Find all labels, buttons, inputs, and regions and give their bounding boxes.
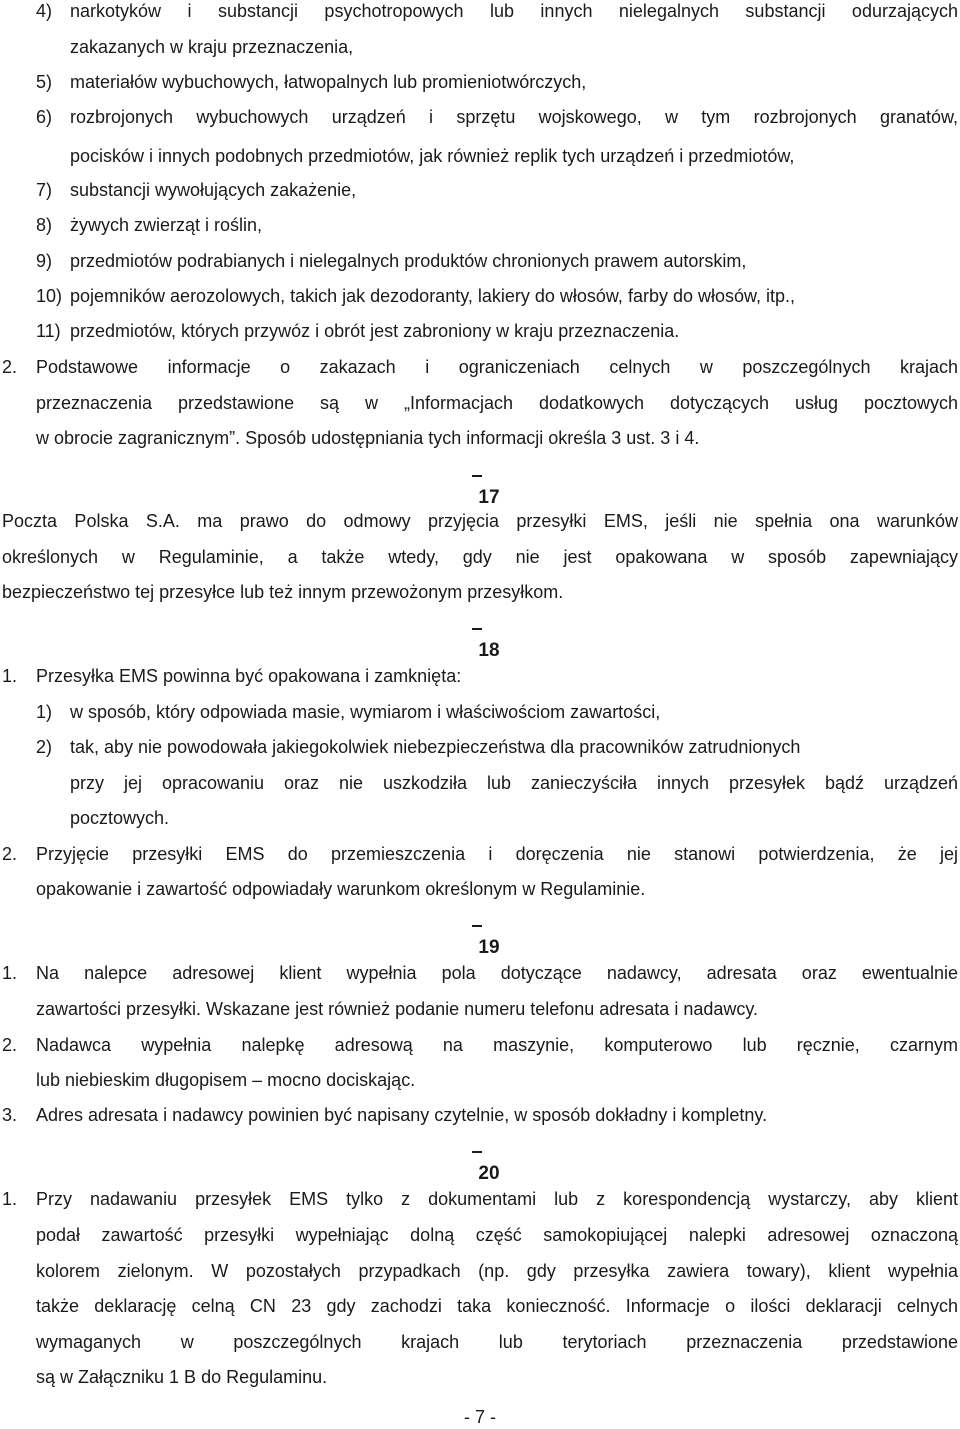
list-number: 10): [36, 286, 63, 306]
paragraph-text: Przyjęcie przesyłki EMS do przemieszczenia i doręczenia nie stanowi potwierdzenia, że jej: [36, 844, 958, 864]
paragraph-text: zawartości przesyłki. Wskazane jest również podanie numeru telefonu adresata i nadawcy.: [36, 999, 759, 1019]
paragraph-number: 1.: [2, 1189, 18, 1209]
paragraph-text: Przy nadawaniu przesyłek EMS tylko z dokumentami lub z korespondencją wystarczy, aby klient: [36, 1189, 958, 1209]
paragraph-text: Nadawca wypełnia nalepkę adresową na maszynie, komputerowo lub ręcznie, czarnym: [36, 1035, 958, 1055]
paragraph-text: określonych w Regulaminie, a także wtedy, gdy nie jest opakowana w sposób zapewniający: [2, 547, 958, 567]
list-item-text: przedmiotów podrabianych i nielegalnych produktów chronionych prawem autorskim,: [70, 251, 747, 271]
paragraph-number: 3.: [2, 1105, 18, 1125]
page-number: - 7 -: [463, 1407, 496, 1427]
list-number: 7): [36, 180, 53, 200]
paragraph-text: Poczta Polska S.A. ma prawo do odmowy przyjęcia przesyłki EMS, jeśli nie spełnia ona warunków: [2, 511, 958, 531]
paragraph-text: opakowanie i zawartość odpowiadały warunkom określonym w Regulaminie.: [36, 879, 646, 899]
list-item-text: materiałów wybuchowych, łatwopalnych lub promieniotwórczych,: [70, 72, 587, 92]
paragraph-number: 1.: [2, 666, 18, 686]
paragraph-number: 1.: [2, 963, 18, 983]
list-item-text: substancji wywołujących zakażenie,: [70, 180, 357, 200]
list-number: 11): [36, 321, 61, 341]
list-item-text: tak, aby nie powodowała jakiegokolwiek niebezpieczeństwa dla pracowników zatrudnionych: [70, 737, 801, 757]
list-item-text: zakazanych w kraju przeznaczenia,: [70, 37, 354, 57]
paragraph-text: bezpieczeństwo tej przesyłce lub też innym przewożonym przesyłkom.: [2, 582, 564, 602]
section-heading-17: 17: [478, 487, 500, 508]
list-item-text: pocisków i innych podobnych przedmiotów, jak również replik tych urządzeń i przedmiotów,: [70, 146, 795, 166]
paragraph-text: w obrocie zagranicznym”. Sposób udostępniania tych informacji określa 3 ust. 3 i 4.: [36, 428, 700, 448]
paragraph-text: Podstawowe informacje o zakazach i ograniczeniach celnych w poszczególnych krajach: [36, 357, 958, 377]
list-item-text: rozbrojonych wybuchowych urządzeń i sprzętu wojskowego, w tym rozbrojonych granatów,: [70, 107, 958, 127]
paragraph-text: także deklarację celną CN 23 gdy zachodzi taka konieczność. Informacje o ilości deklaracji celnych: [36, 1296, 958, 1316]
list-item-text: pocztowych.: [70, 808, 170, 828]
paragraph-text: Adres adresata i nadawcy powinien być napisany czytelnie, w sposób dokładny i kompletny.: [36, 1105, 768, 1125]
list-item-text: narkotyków i substancji psychotropowych lub innych nielegalnych substancji odurzających: [70, 1, 958, 21]
list-item-text: przedmiotów, których przywóz i obrót jest zabroniony w kraju przeznaczenia.: [70, 321, 680, 341]
paragraph-number: 2.: [2, 1035, 18, 1055]
paragraph-text: podał zawartość przesyłki wypełniając dolną część samokopiującej nalepki adresowej oznaczoną: [36, 1225, 958, 1245]
list-number: 1): [36, 702, 53, 722]
paragraph-text: lub niebieskim długopisem – mocno dociskając.: [36, 1070, 416, 1090]
section-heading-20: 20: [478, 1163, 500, 1184]
paragraph-text: są w Załączniku 1 B do Regulaminu.: [36, 1367, 328, 1387]
list-number: 9): [36, 251, 53, 271]
list-number: 2): [36, 737, 53, 757]
paragraph-text: Przesyłka EMS powinna być opakowana i zamknięta:: [36, 666, 462, 686]
list-item-text: w sposób, który odpowiada masie, wymiarom i właściwościom zawartości,: [70, 702, 661, 722]
list-item-text: żywych zwierząt i roślin,: [70, 215, 263, 235]
list-number: 4): [36, 1, 53, 21]
paragraph-text: przeznaczenia przedstawione są w „Informacjach dodatkowych dotyczących usług pocztowych: [36, 393, 958, 413]
list-number: 8): [36, 215, 53, 235]
paragraph-number: 2.: [2, 357, 18, 377]
paragraph-number: 2.: [2, 844, 18, 864]
paragraph-text: wymaganych w poszczególnych krajach lub terytoriach przeznaczenia przedstawione: [36, 1332, 958, 1352]
list-item-text: przy jej opracowaniu oraz nie uszkodziła lub zanieczyściła innych przesyłek bądź urządzeń: [70, 773, 958, 793]
section-heading-18: 18: [478, 640, 500, 661]
paragraph-text: Na nalepce adresowej klient wypełnia pola dotyczące nadawcy, adresata oraz ewentualnie: [36, 963, 958, 983]
paragraph-text: kolorem zielonym. W pozostałych przypadkach (np. gdy przesyłka zawiera towary), klient wypełnia: [36, 1261, 958, 1281]
list-item-text: pojemników aerozolowych, takich jak dezodoranty, lakiery do włosów, farby do włosów, itp.,: [70, 286, 796, 306]
list-number: 6): [36, 107, 53, 127]
section-heading-19: 19: [478, 937, 500, 958]
list-number: 5): [36, 72, 53, 92]
